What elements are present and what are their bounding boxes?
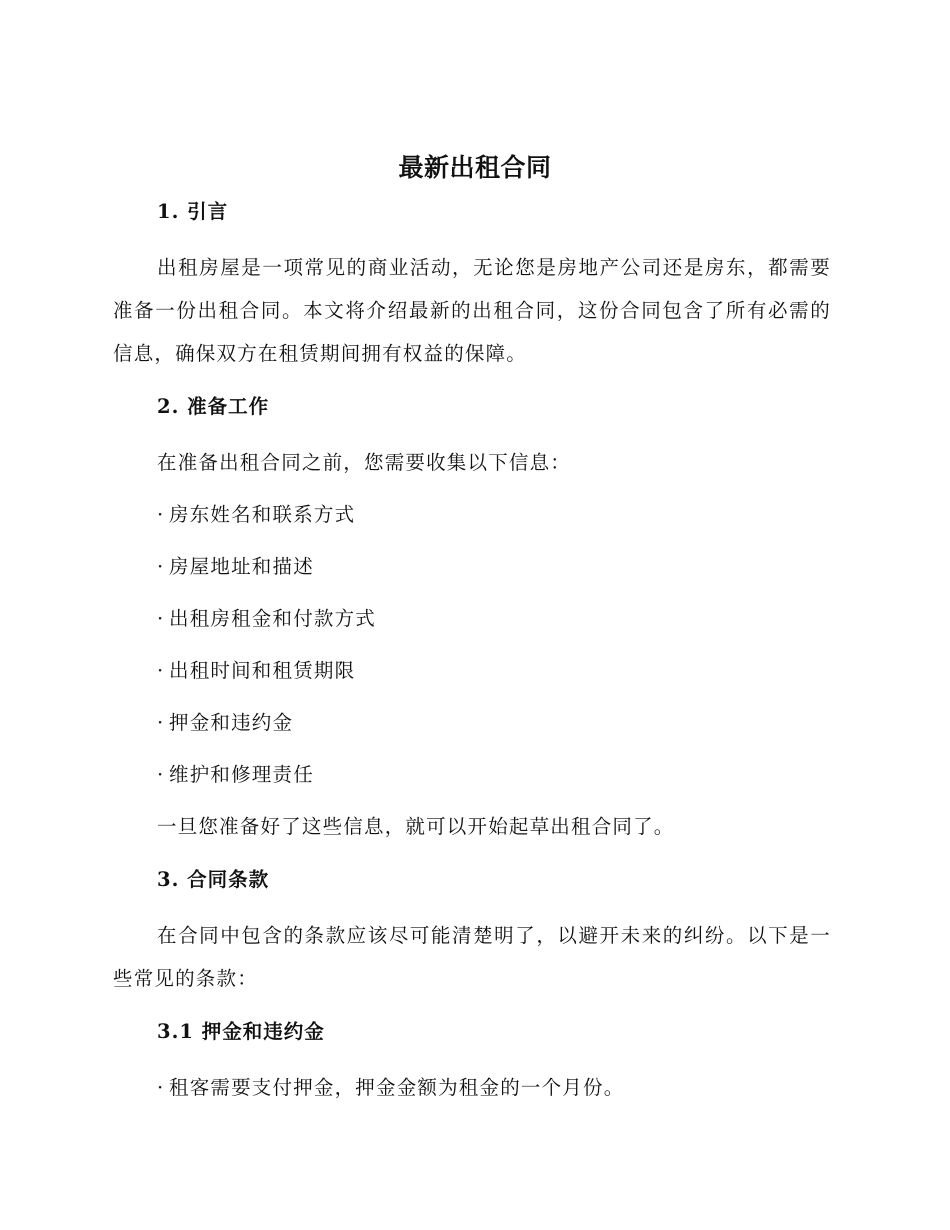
prep-list: [113, 493, 831, 805]
prep-closing: 一旦您准备好了这些信息，就可以开始起草出租合同了。: [157, 815, 675, 838]
bullet-dot: ·: [157, 1076, 165, 1099]
bullet-dot: ·: [157, 555, 165, 578]
list-item: · 出租房租金和付款方式: [113, 597, 831, 649]
section-heading-intro: 1. 引言: [157, 200, 229, 223]
list-item: · 押金和违约金: [113, 701, 831, 753]
section-heading-terms: 3. 合同条款: [157, 868, 270, 891]
terms-paragraph: 在合同中包含的条款应该尽可能清楚明了，以避开未来的纠纷。以下是一些常见的条款：: [113, 924, 831, 990]
document-body: [113, 194, 831, 1118]
list-item: · 出租时间和租赁期限: [113, 649, 831, 701]
document-title: 最新出租合同: [398, 153, 552, 182]
prep-lead: 在准备出租合同之前，您需要收集以下信息：: [157, 451, 572, 474]
list-item: · 房屋地址和描述: [113, 545, 831, 597]
bullet-dot: ·: [157, 763, 165, 786]
subsection-heading-deposit: 3.1 押金和违约金: [157, 1020, 325, 1043]
bullet-dot: ·: [157, 711, 165, 734]
bullet-dot: ·: [157, 503, 165, 526]
bullet-dot: ·: [157, 659, 165, 682]
bullet-dot: ·: [157, 607, 165, 630]
list-item: · 租客需要支付押金，押金金额为租金的一个月份。: [113, 1066, 831, 1118]
intro-paragraph: 出租房屋是一项常见的商业活动，无论您是房地产公司还是房东，都需要准备一份出租合同。本文将介绍最新的出租合同，这份合同包含了所有必需的信息，确保双方在租赁期间拥有权益的保障。: [113, 256, 831, 365]
list-item: · 维护和修理责任: [113, 753, 831, 805]
list-item: · 房东姓名和联系方式: [113, 493, 831, 545]
section-heading-prep: 2. 准备工作: [157, 395, 270, 418]
